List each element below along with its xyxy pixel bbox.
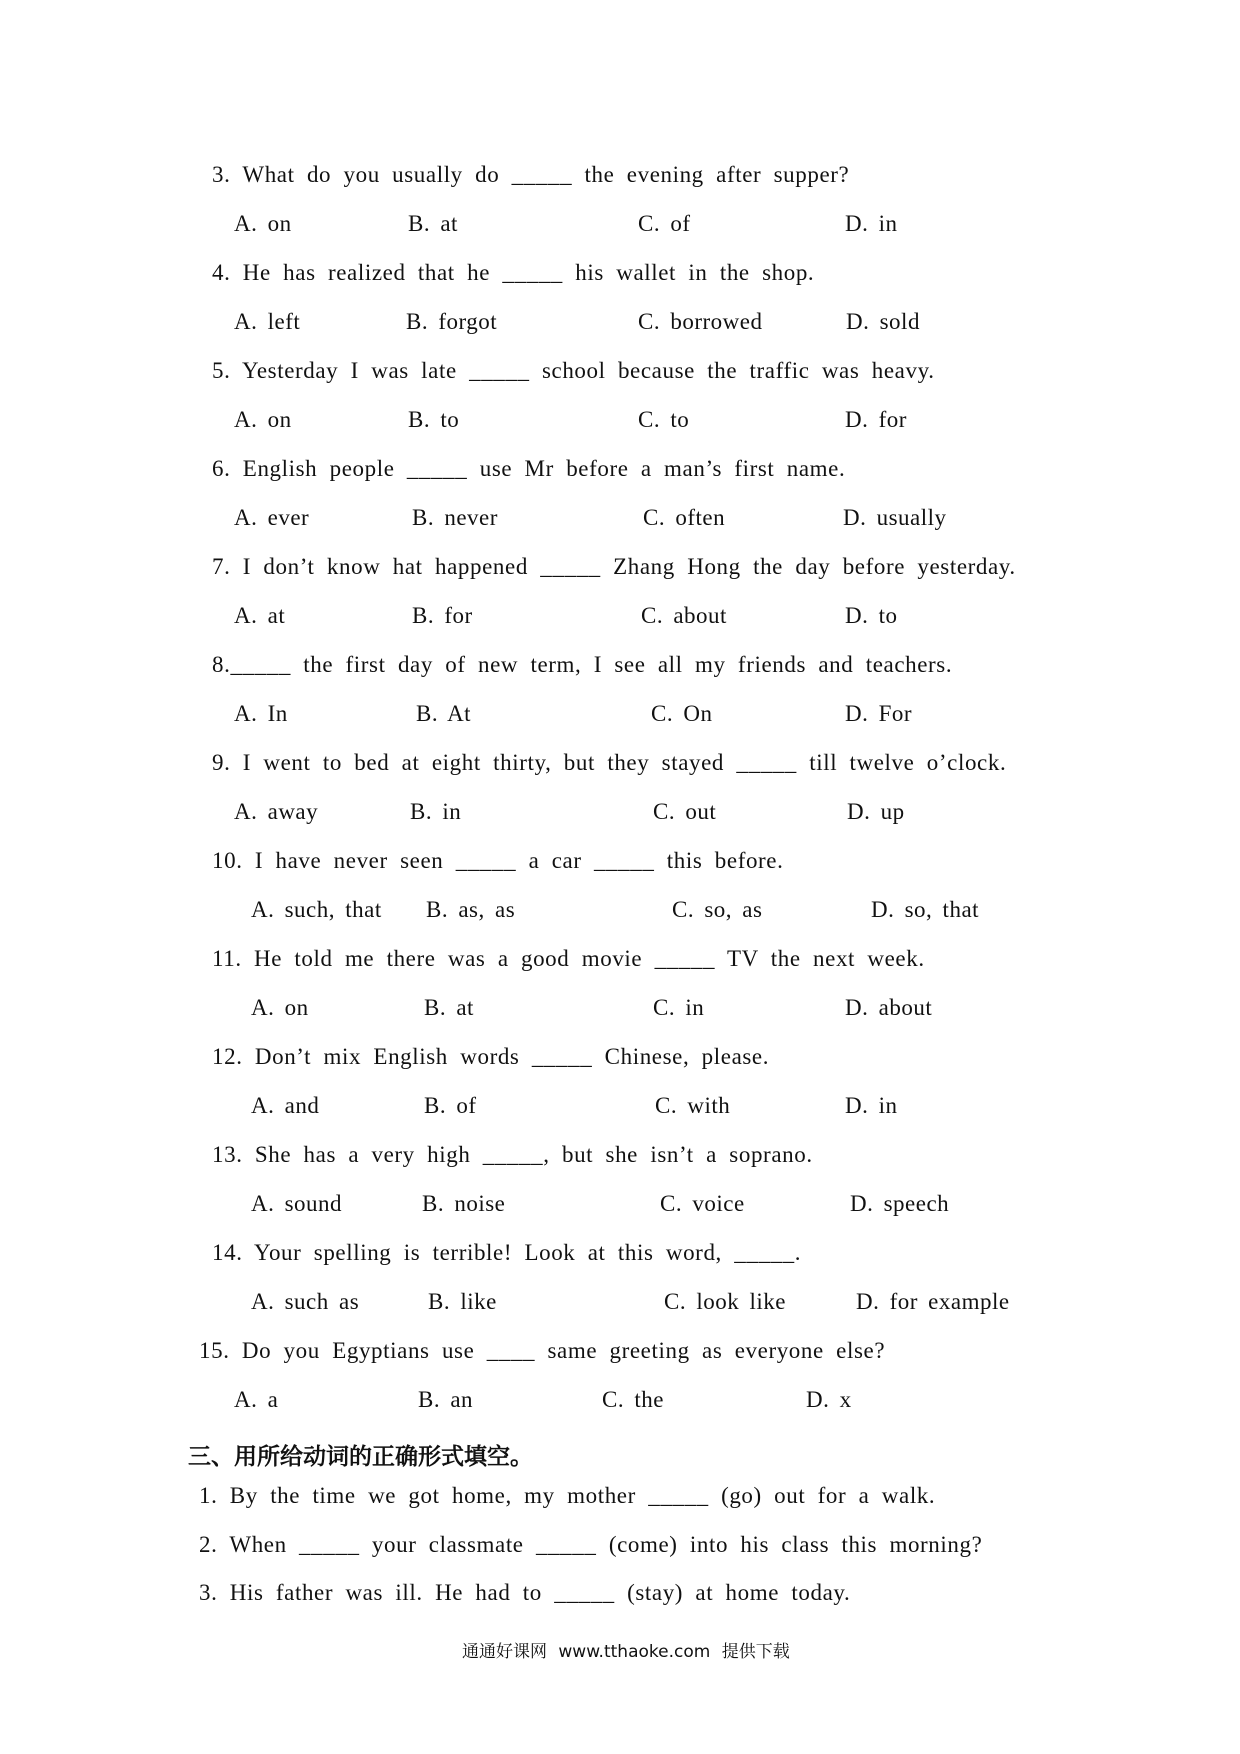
option-d: D. sold [846, 309, 920, 334]
options-3 [0, 211, 900, 241]
option-c: C. voice [660, 1191, 745, 1216]
options-11 [0, 995, 933, 1025]
option-a: A. left [234, 309, 301, 334]
option-b: B. of [424, 1093, 477, 1118]
option-c: C. out [653, 799, 717, 824]
option-c: C. On [651, 701, 713, 726]
options-9 [0, 799, 905, 829]
option-c: C. so, as [672, 897, 763, 922]
section-3-heading: 三、用所给动词的正确形式填空。 [188, 1444, 533, 1470]
options-13 [0, 1191, 950, 1221]
option-b: B. at [424, 995, 474, 1020]
option-d: D. x [806, 1387, 852, 1412]
option-d: D. in [845, 211, 898, 236]
question-9: 9. I went to bed at eight thirty, but they stayed _____ till twelve o’clock. [212, 750, 1007, 775]
option-c: C. about [641, 603, 727, 628]
option-d: D. usually [843, 505, 947, 530]
fill-item-2: 2. When _____ your classmate _____ (come) into his class this morning? [199, 1532, 983, 1557]
options-15 [0, 1387, 900, 1417]
option-a: A. sound [251, 1191, 343, 1216]
question-4: 4. He has realized that he _____ his wallet in the shop. [212, 260, 815, 285]
option-c: C. look like [664, 1289, 786, 1314]
question-15: 15. Do you Egyptians use ____ same greeting as everyone else? [199, 1338, 886, 1363]
options-8 [0, 701, 913, 731]
options-10 [0, 897, 980, 927]
option-a: A. such as [251, 1289, 360, 1314]
question-12: 12. Don’t mix English words _____ Chinese, please. [212, 1044, 770, 1069]
option-c: C. borrowed [638, 309, 763, 334]
option-b: B. never [412, 505, 498, 530]
option-a: A. away [234, 799, 319, 824]
option-c: C. with [655, 1093, 731, 1118]
options-14 [0, 1289, 1010, 1319]
option-d: D. up [847, 799, 905, 824]
option-b: B. forgot [406, 309, 498, 334]
option-a: A. on [234, 407, 292, 432]
question-14: 14. Your spelling is terrible! Look at this word, _____. [212, 1240, 802, 1265]
option-c: C. often [643, 505, 726, 530]
option-b: B. to [408, 407, 460, 432]
option-a: A. ever [234, 505, 310, 530]
option-b: B. noise [422, 1191, 506, 1216]
option-b: B. for [412, 603, 473, 628]
option-d: D. about [845, 995, 933, 1020]
option-d: D. for example [856, 1289, 1010, 1314]
option-b: B. At [416, 701, 472, 726]
page-footer: 通通好课网 www.tthaoke.com 提供下载 [462, 1642, 790, 1662]
option-d: D. for [845, 407, 907, 432]
question-6: 6. English people _____ use Mr before a man’s first name. [212, 456, 846, 481]
option-b: B. as, as [426, 897, 516, 922]
question-8: 8._____ the first day of new term, I see all my friends and teachers. [212, 652, 953, 677]
question-11: 11. He told me there was a good movie _____ TV the next week. [212, 946, 925, 971]
options-6 [0, 505, 947, 535]
options-5 [0, 407, 907, 437]
option-a: A. such, that [251, 897, 382, 922]
option-c: C. to [638, 407, 690, 432]
question-7: 7. I don’t know hat happened _____ Zhang Hong the day before yesterday. [212, 554, 1016, 579]
option-b: B. like [428, 1289, 497, 1314]
option-d: D. For [845, 701, 913, 726]
option-a: A. In [234, 701, 288, 726]
option-b: B. an [418, 1387, 474, 1412]
fill-item-3: 3. His father was ill. He had to _____ (stay) at home today. [199, 1580, 851, 1605]
option-a: A. on [234, 211, 292, 236]
question-3: 3. What do you usually do _____ the evening after supper? [212, 162, 850, 187]
options-12 [0, 1093, 900, 1123]
option-c: C. of [638, 211, 691, 236]
option-a: A. on [251, 995, 309, 1020]
question-10: 10. I have never seen _____ a car _____ this before. [212, 848, 784, 873]
options-7 [0, 603, 900, 633]
option-d: D. to [845, 603, 898, 628]
option-c: C. in [653, 995, 705, 1020]
option-b: B. in [410, 799, 462, 824]
option-d: D. speech [850, 1191, 950, 1216]
question-13: 13. She has a very high _____, but she isn’t a soprano. [212, 1142, 813, 1167]
option-d: D. in [845, 1093, 898, 1118]
fill-item-1: 1. By the time we got home, my mother _____ (go) out for a walk. [199, 1483, 936, 1508]
option-c: C. the [602, 1387, 664, 1412]
question-5: 5. Yesterday I was late _____ school because the traffic was heavy. [212, 358, 935, 383]
options-4 [0, 309, 920, 339]
option-a: A. a [234, 1387, 279, 1412]
option-a: A. at [234, 603, 286, 628]
option-d: D. so, that [871, 897, 980, 922]
option-a: A. and [251, 1093, 320, 1118]
option-b: B. at [408, 211, 458, 236]
